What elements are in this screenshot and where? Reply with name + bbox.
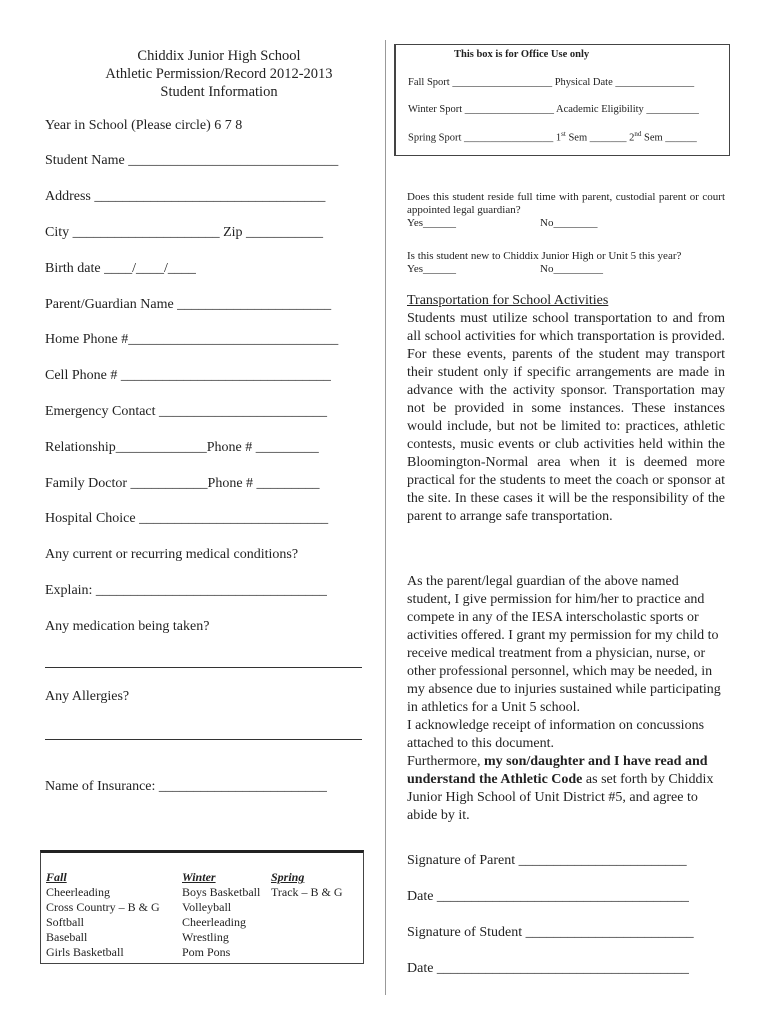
transportation-title: Transportation for School Activities bbox=[407, 293, 609, 308]
office-use-box bbox=[394, 44, 730, 156]
field-2[interactable]: Address _________________________________ bbox=[45, 189, 326, 204]
form-subtitle: Student Information bbox=[160, 84, 278, 100]
field-6[interactable]: Home Phone #______________________________ bbox=[45, 332, 339, 347]
sport-item: Cross Country – B & G bbox=[46, 900, 160, 914]
office-fall-sport: Fall Sport ___________________ Physical Date _______________ bbox=[408, 77, 695, 88]
field-13[interactable]: Explain: _________________________________ bbox=[45, 583, 327, 598]
school-name: Chiddix Junior High School bbox=[137, 48, 301, 64]
sport-item: Baseball bbox=[46, 930, 88, 944]
sport-item: Boys Basketball bbox=[182, 885, 261, 899]
permission-paragraph: As the parent/legal guardian of the above named student, I give permission for him/her to practice and compete in any of the IESA interscholastic sports or activities offered. I grant my permission for my child to receive medical treatment from a physician, nurse, or other professional personnel, which may be needed, in my absence due to injuries sustained while participating in athletics for a Unit 5 school. bbox=[407, 574, 721, 715]
field-16[interactable]: Name of Insurance: ________________________ bbox=[45, 779, 327, 794]
new-student-no: No_________ bbox=[540, 263, 603, 275]
sport-item: Track – B & G bbox=[271, 885, 343, 899]
sports-offered-box bbox=[40, 850, 364, 964]
office-spring-sport: Spring Sport _________________ 1st Sem _______ 2nd Sem ______ bbox=[408, 130, 697, 144]
field-7[interactable]: Cell Phone # ______________________________ bbox=[45, 368, 331, 383]
form-title: Athletic Permission/Record 2012-2013 bbox=[105, 66, 333, 82]
signature-field[interactable]: Signature of Parent ________________________ bbox=[407, 853, 687, 868]
residence-question: Does this student reside full time with parent, custodial parent or court appointed legal guardian? Yes______ No________ bbox=[407, 191, 725, 229]
date-field[interactable]: Date ____________________________________ bbox=[407, 889, 689, 904]
concussion-acknowledgement: I acknowledge receipt of information on concussions attached to this document. bbox=[407, 718, 705, 751]
sport-item: Cheerleading bbox=[46, 885, 110, 899]
permission-section bbox=[407, 573, 725, 825]
sport-item: Wrestling bbox=[182, 930, 229, 944]
transportation-section bbox=[407, 292, 725, 526]
medication-line bbox=[45, 667, 362, 668]
form-header bbox=[45, 47, 393, 101]
field-9[interactable]: Relationship_____________Phone # _________ bbox=[45, 440, 319, 455]
field-4[interactable]: Birth date ____/____/____ bbox=[45, 261, 196, 276]
field-12[interactable]: Any current or recurring medical conditions? bbox=[45, 547, 299, 562]
field-1[interactable]: Student Name ______________________________ bbox=[45, 153, 339, 168]
sport-item: Cheerleading bbox=[182, 915, 246, 929]
column-divider bbox=[385, 40, 386, 995]
field-14[interactable]: Any medication being taken? bbox=[45, 619, 210, 634]
new-student-yes: Yes______ bbox=[407, 263, 457, 275]
residence-yes: Yes______ bbox=[407, 217, 457, 229]
athletic-code-agreement: Furthermore, my son/daughter and I have read and understand the Athletic Code as set forth by Chiddix Junior High School of Unit District #5, and agree to abide by it. bbox=[407, 754, 714, 823]
residence-no: No________ bbox=[540, 217, 598, 229]
field-15[interactable]: Any Allergies? bbox=[45, 689, 130, 704]
date-field[interactable]: Date ____________________________________ bbox=[407, 961, 689, 976]
fall-sports: Fall Cheerleading Cross Country – B & G Softball Baseball Girls Basketball bbox=[46, 870, 160, 959]
office-box-title: This box is for Office Use only bbox=[454, 49, 590, 60]
winter-sports: Winter Boys Basketball Volleyball Cheerleading Wrestling Pom Pons bbox=[182, 870, 261, 959]
sport-item: Volleyball bbox=[182, 900, 232, 914]
field-8[interactable]: Emergency Contact ________________________ bbox=[45, 404, 328, 419]
spring-sports: Spring Track – B & G bbox=[271, 870, 343, 899]
field-5[interactable]: Parent/Guardian Name ______________________ bbox=[45, 297, 332, 312]
field-3[interactable]: City _____________________ Zip ___________ bbox=[45, 225, 324, 240]
transportation-body: Students must utilize school transportation to and from all school activities for which transportation is provided. For these events, parents of the student may transport their student only if specific arrangements are made in advance with the activity sponsor. Transportation may not be provided in some instances. These instances would include, but not be limited to: practices, athletic contests, music events or club activities held within the Bloomington-Normal area when it is deemed more practical for the students to meet the coach or sponsor at the site. In these cases it will be the responsibility of the parent to arrange safe transportation. bbox=[407, 311, 725, 524]
field-11[interactable]: Hospital Choice ___________________________ bbox=[45, 511, 329, 526]
office-winter-sport: Winter Sport _________________ Academic Eligibility __________ bbox=[408, 104, 699, 115]
sport-item: Girls Basketball bbox=[46, 945, 124, 959]
new-student-question: Is this student new to Chiddix Junior High or Unit 5 this year? Yes______ No_________ bbox=[407, 250, 682, 275]
signature-field[interactable]: Signature of Student ________________________ bbox=[407, 925, 694, 940]
field-10[interactable]: Family Doctor ___________Phone # _________ bbox=[45, 476, 320, 491]
sport-item: Pom Pons bbox=[182, 945, 231, 959]
field-0[interactable]: Year in School (Please circle) 6 7 8 bbox=[45, 118, 243, 133]
sport-item: Softball bbox=[46, 915, 84, 929]
allergies-line bbox=[45, 739, 362, 740]
